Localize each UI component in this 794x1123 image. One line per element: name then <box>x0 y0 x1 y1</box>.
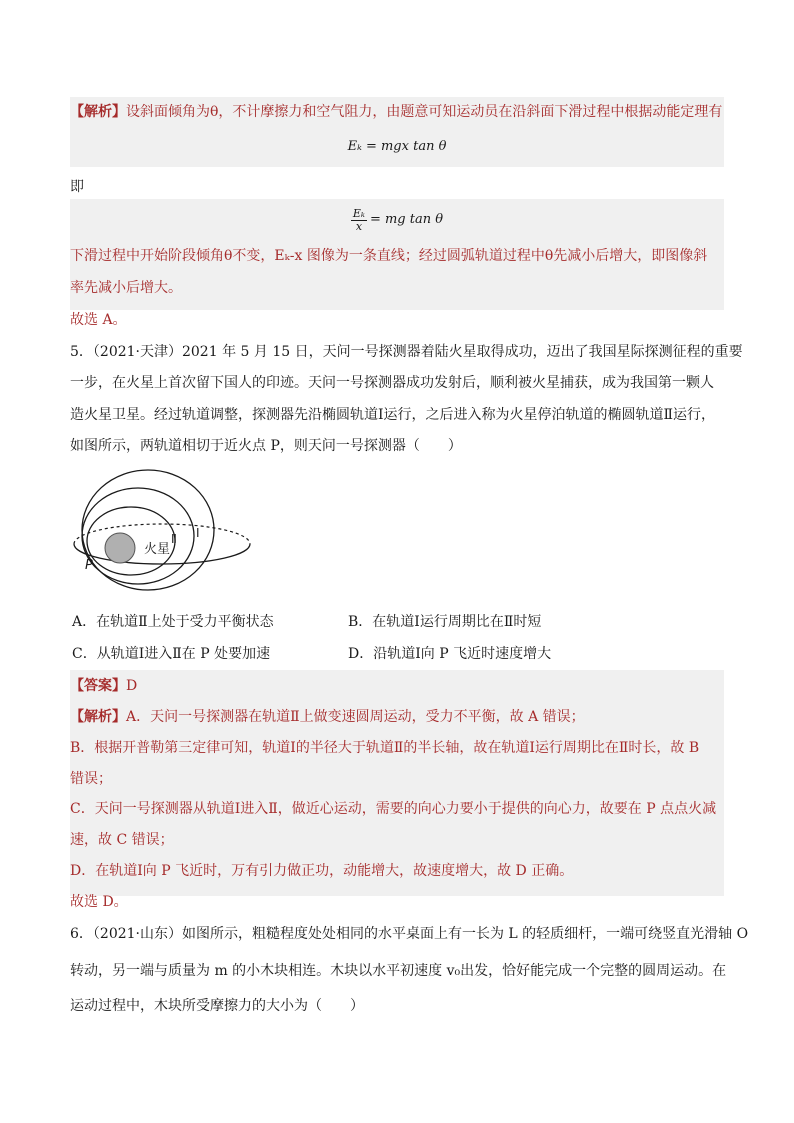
answer-label: 【答案】 <box>70 678 126 694</box>
point-p-label: P <box>85 558 93 573</box>
fraction: $\frac{\text{Eₖ}}{x}$ <box>352 206 365 233</box>
q6-stem-line-3: 运动过程中，木块所受摩擦力的大小为（ ） <box>70 998 364 1014</box>
orbit-2 <box>82 488 194 584</box>
orbit-2-label: Ⅱ <box>171 532 177 546</box>
analysis-1-line-3: 率先减小后增大。 <box>70 280 182 296</box>
option-b[interactable]: B．在轨道Ⅰ运行周期比在Ⅱ时短 <box>348 614 542 630</box>
answer-value: D <box>126 678 138 694</box>
q5-analysis-b-2: 错误； <box>70 771 112 787</box>
option-a[interactable]: A．在轨道Ⅱ上处于受力平衡状态 <box>72 614 274 630</box>
q5-answer <box>70 676 137 696</box>
formula-kinetic-energy: Eₖ = mgx tan θ <box>347 139 447 154</box>
equator-back <box>74 524 250 544</box>
q5-analysis-b-1: B．根据开普勒第三定律可知，轨道Ⅰ的半径大于轨道Ⅱ的半长轴，故在轨道Ⅰ运行周期比在Ⅱ时长，故 B <box>70 740 700 756</box>
q6-stem-line-1: 6．（2021·山东）如图所示，粗糙程度处处相同的水平桌面上有一长为 L 的轻质细杆，一端可绕竖直光滑轴 O <box>70 926 749 942</box>
option-c[interactable]: C．从轨道Ⅰ进入Ⅱ在 P 处要加速 <box>72 646 271 662</box>
mars-planet <box>105 533 135 563</box>
text-ji: 即 <box>70 179 84 195</box>
q5-stem-line-2: 一步，在火星上首次留下国人的印迹。天问一号探测器成功发射后，顺利被火星捕获，成为我国第一颗人 <box>70 375 714 391</box>
q5-analysis-c-2: 速，故 C 错误； <box>70 832 174 848</box>
q5-stem-line-4: 如图所示，两轨道相切于近火点 P，则天问一号探测器（ ） <box>70 438 462 454</box>
q5-analysis-a: 【解析】A．天问一号探测器在轨道Ⅱ上做变速圆周运动，受力不平衡，故 A 错误； <box>70 709 585 725</box>
formula-ratio: $\frac{\text{Eₖ}}{x}$ = mg tan θ <box>352 206 444 233</box>
orbit-figure <box>68 466 258 598</box>
analysis-1-line-2: 下滑过程中开始阶段倾角θ不变，Eₖ-x 图像为一条直线；经过圆弧轨道过程中θ先减小后增大，即图像斜 <box>70 248 708 264</box>
analysis-label: 【解析】 <box>70 709 126 725</box>
analysis-label: 【解析】 <box>70 104 126 120</box>
analysis-1-line-1: 【解析】设斜面倾角为θ，不计摩擦力和空气阻力，由题意可知运动员在沿斜面下滑过程中根据动能定理有 <box>70 104 723 120</box>
q6-stem-line-2: 转动，另一端与质量为 m 的小木块相连。木块以水平初速度 v₀出发，恰好能完成一个完整的圆周运动。在 <box>70 963 727 979</box>
q5-stem-line-1: 5．（2021·天津）2021 年 5 月 15 日，天问一号探测器着陆火星取得成功，迈出了我国星际探测征程的重要 <box>70 344 743 360</box>
q5-stem-line-3: 造火星卫星。经过轨道调整，探测器先沿椭圆轨道Ⅰ运行，之后进入称为火星停泊轨道的椭圆轨道Ⅱ运行， <box>70 407 716 423</box>
option-d[interactable]: D．沿轨道Ⅰ向 P 飞近时速度增大 <box>348 646 552 662</box>
analysis-1-conclusion: 故选 A。 <box>70 312 127 328</box>
q5-conclusion: 故选 D。 <box>70 894 128 910</box>
q5-analysis-c-1: C．天问一号探测器从轨道Ⅰ进入Ⅱ，做近心运动，需要的向心力要小于提供的向心力，故要在 P 点点火减 <box>70 801 717 817</box>
planet-label: 火星 <box>144 542 171 557</box>
orbit-1-label: Ⅰ <box>196 526 200 540</box>
q5-analysis-d: D．在轨道Ⅰ向 P 飞近时，万有引力做正功，动能增大，故速度增大，故 D 正确。 <box>70 863 574 879</box>
